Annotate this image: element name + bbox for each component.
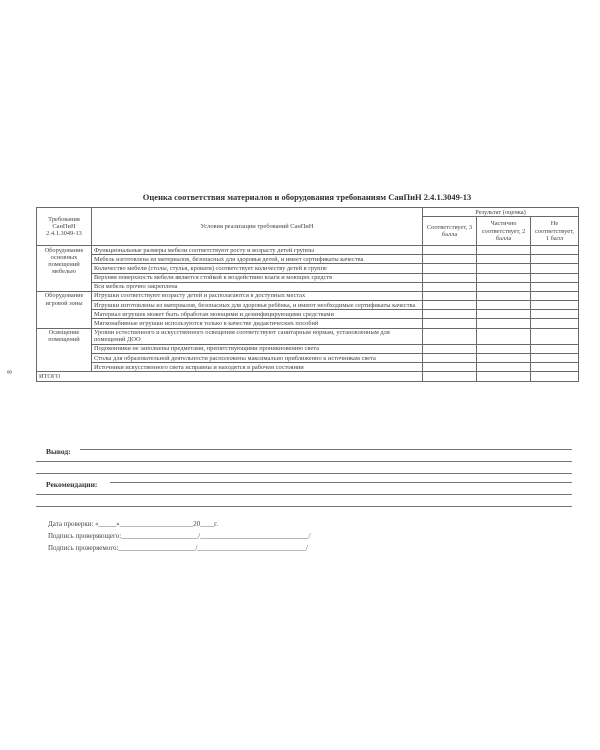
recommendations-line-1[interactable]	[110, 482, 572, 483]
condition-text: Количество мебели (столы, стулья, кровати) соответствует количеству детей в группе	[92, 264, 423, 273]
recommendations-line-2[interactable]	[36, 494, 572, 495]
score-partial-cell[interactable]	[477, 246, 531, 255]
score-full-cell[interactable]	[423, 354, 477, 363]
total-row	[37, 372, 579, 381]
recommendations-line-3[interactable]	[36, 506, 572, 507]
table-row	[37, 301, 579, 310]
table-row	[37, 319, 579, 328]
conclusion-line-2[interactable]	[36, 461, 572, 462]
score-full-cell[interactable]	[423, 301, 477, 310]
score-partial-cell[interactable]	[477, 328, 531, 344]
score-none-cell[interactable]	[531, 354, 579, 363]
total-label: ИТОГО	[37, 372, 423, 381]
condition-text: Уровни естественного и искусственного освещения соответствуют санитарным нормам, установленным для помещений ДОО	[92, 328, 423, 344]
table-body	[37, 246, 579, 382]
table-row	[37, 273, 579, 282]
score-full-cell[interactable]	[423, 319, 477, 328]
table-row	[37, 291, 579, 300]
condition-text: Подоконники не заполнены предметами, препятствующими проникновению света	[92, 344, 423, 353]
page-margin-number: 8	[5, 370, 14, 374]
table-row	[37, 354, 579, 363]
score-full-cell[interactable]	[423, 264, 477, 273]
total-full-cell[interactable]	[423, 372, 477, 381]
score-none-cell[interactable]	[531, 273, 579, 282]
condition-text: Мягконабивные игрушки используются только в качестве дидактических пособий	[92, 319, 423, 328]
header-result-none: Не соответствует, 1 балл	[531, 217, 579, 246]
score-partial-cell[interactable]	[477, 273, 531, 282]
score-partial-cell[interactable]	[477, 363, 531, 372]
table-row	[37, 255, 579, 264]
table-row	[37, 328, 579, 344]
requirement-area: Оборудование игровой зоны	[37, 291, 92, 328]
score-full-cell[interactable]	[423, 282, 477, 291]
table-row	[37, 264, 579, 273]
table-row	[37, 363, 579, 372]
condition-text: Функциональные размеры мебели соответствуют росту и возрасту детей группы	[92, 246, 423, 255]
condition-text: Игрушки соответствуют возрасту детей и располагаются в доступных местах	[92, 291, 423, 300]
score-partial-cell[interactable]	[477, 319, 531, 328]
score-full-cell[interactable]	[423, 344, 477, 353]
score-none-cell[interactable]	[531, 363, 579, 372]
score-partial-cell[interactable]	[477, 255, 531, 264]
score-partial-cell[interactable]	[477, 264, 531, 273]
inspector-signature[interactable]: Подпись проверяющего:______________________/_______________________________/	[48, 532, 311, 540]
recommendations-label: Рекомендации:	[46, 480, 98, 489]
score-none-cell[interactable]	[531, 282, 579, 291]
score-partial-cell[interactable]	[477, 354, 531, 363]
total-partial-cell[interactable]	[477, 372, 531, 381]
condition-text: Источники искусственного света исправны и находятся в рабочем состоянии	[92, 363, 423, 372]
conclusion-line-3[interactable]	[36, 473, 572, 474]
condition-text: Вся мебель прочно закреплена	[92, 282, 423, 291]
score-full-cell[interactable]	[423, 246, 477, 255]
score-partial-cell[interactable]	[477, 344, 531, 353]
total-none-cell[interactable]	[531, 372, 579, 381]
header-conditions: Условия реализации требований СанПиН	[92, 208, 423, 246]
score-partial-cell[interactable]	[477, 282, 531, 291]
score-partial-cell[interactable]	[477, 291, 531, 300]
score-none-cell[interactable]	[531, 319, 579, 328]
score-full-cell[interactable]	[423, 255, 477, 264]
score-none-cell[interactable]	[531, 291, 579, 300]
condition-text: Столы для образовательной деятельности расположены максимально приближенно к источникам света	[92, 354, 423, 363]
score-none-cell[interactable]	[531, 310, 579, 319]
score-full-cell[interactable]	[423, 363, 477, 372]
inspection-date[interactable]: Дата проверки: «_____»_____________________20____г.	[48, 520, 218, 528]
score-partial-cell[interactable]	[477, 310, 531, 319]
score-none-cell[interactable]	[531, 264, 579, 273]
table-row	[37, 246, 579, 255]
assessment-table	[36, 207, 579, 382]
score-none-cell[interactable]	[531, 301, 579, 310]
header-result-full: Соответствует, 3 балла	[423, 217, 477, 246]
condition-text: Игрушки изготовлены из материалов, безопасных для здоровья ребёнка, и имеют необходимые сертификаты качества	[92, 301, 423, 310]
condition-text: Верхняя поверхность мебели является стойкой к воздействию влаги и моющих средств	[92, 273, 423, 282]
score-none-cell[interactable]	[531, 246, 579, 255]
conclusion-line-1[interactable]	[80, 449, 572, 450]
header-result-partial: Частично соответствует, 2 балла	[477, 217, 531, 246]
table-row	[37, 282, 579, 291]
table-row	[37, 310, 579, 319]
header-result: Результат (оценка)	[423, 208, 579, 217]
score-full-cell[interactable]	[423, 273, 477, 282]
score-full-cell[interactable]	[423, 291, 477, 300]
conclusion-label: Вывод:	[46, 447, 71, 456]
condition-text: Мебель изготовлена из материалов, безопасных для здоровья детей, и имеет сертификаты качества	[92, 255, 423, 264]
score-full-cell[interactable]	[423, 328, 477, 344]
requirement-area: Оборудование основных помещений мебелью	[37, 246, 92, 292]
requirement-area: Освещение помещений	[37, 328, 92, 372]
header-requirements: Требования СанПиН 2.4.1.3049-13	[37, 208, 92, 246]
table-row	[37, 344, 579, 353]
inspected-signature[interactable]: Подпись проверяемого:______________________/_______________________________/	[48, 544, 308, 552]
score-none-cell[interactable]	[531, 344, 579, 353]
score-full-cell[interactable]	[423, 310, 477, 319]
condition-text: Материал игрушек может быть обработан моющими и дезинфицирующими средствами	[92, 310, 423, 319]
document-title: Оценка соответствия материалов и оборудования требованиям СанПиН 2.4.1.3049-13	[142, 192, 472, 202]
score-none-cell[interactable]	[531, 255, 579, 264]
score-partial-cell[interactable]	[477, 301, 531, 310]
score-none-cell[interactable]	[531, 328, 579, 344]
